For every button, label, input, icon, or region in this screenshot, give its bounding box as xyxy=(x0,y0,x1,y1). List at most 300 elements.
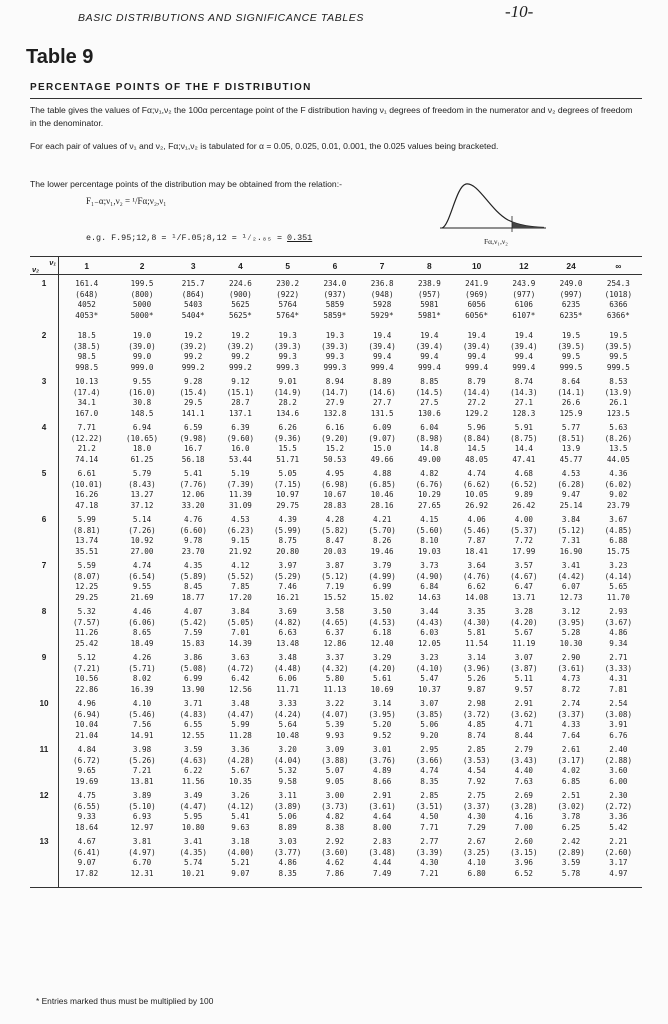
cell-value: 4.53 xyxy=(231,515,250,524)
table-cell xyxy=(595,607,642,653)
column-header: 3 xyxy=(170,257,217,275)
cell-value: 8.72 xyxy=(561,684,581,694)
cell-value: 6106 xyxy=(514,300,533,310)
table-cell xyxy=(359,607,406,653)
table-cell xyxy=(114,699,169,745)
table-cell xyxy=(217,275,264,332)
cell-value: 6.06 xyxy=(278,674,297,684)
table-cell xyxy=(595,275,642,332)
cell-value: 999.4 xyxy=(512,362,536,372)
cell-value: 5764 xyxy=(278,300,297,310)
cell-value: 3.50 xyxy=(372,607,392,616)
table-cell xyxy=(59,331,115,377)
cell-value: 8.94 xyxy=(325,377,345,386)
cell-value: 4.89 xyxy=(372,766,392,776)
cell-value: 4.40 xyxy=(514,766,533,776)
cell-value: (5.08) xyxy=(179,663,207,673)
cell-value: 11.26 xyxy=(75,628,99,638)
cell-value: 243.9 xyxy=(512,279,536,288)
table-cell xyxy=(595,699,642,745)
row-header: 4 xyxy=(30,423,59,469)
cell-value: 18.5 xyxy=(77,331,96,340)
cell-value: 2.21 xyxy=(609,837,628,846)
cell-value: 9.55 xyxy=(132,377,152,386)
cell-value: 23.79 xyxy=(606,500,630,510)
table-cell xyxy=(453,275,500,332)
table-cell xyxy=(170,377,217,423)
corner-cell xyxy=(30,257,59,275)
cell-value: 74.14 xyxy=(75,454,99,464)
cell-value: 3.17 xyxy=(609,858,628,868)
cell-value: (8.07) xyxy=(73,571,101,581)
cell-value: 5.12 xyxy=(77,653,96,662)
cell-value: (6.94) xyxy=(73,709,101,719)
table-cell xyxy=(547,653,594,699)
cell-value: 4.21 xyxy=(372,515,392,524)
cell-value: 254.3 xyxy=(606,279,630,288)
cell-value: 9.63 xyxy=(231,822,250,832)
table-row xyxy=(30,423,642,469)
cell-value: 5929* xyxy=(370,310,394,320)
cell-value: 6056* xyxy=(465,310,489,320)
table-row xyxy=(30,331,642,377)
cell-value: 33.20 xyxy=(181,500,205,510)
cell-value: (5.37) xyxy=(510,525,538,535)
page-number: -10- xyxy=(505,2,534,21)
table-cell xyxy=(453,331,500,377)
table-cell xyxy=(264,377,311,423)
cell-value: (5.26) xyxy=(128,755,156,765)
cell-value: 9.07 xyxy=(77,858,96,868)
cell-value: 2.51 xyxy=(561,791,581,800)
row-header: 12 xyxy=(30,791,59,837)
cell-value: (9.36) xyxy=(273,433,302,443)
cell-value: 5.80 xyxy=(325,674,345,684)
table-row xyxy=(30,275,642,332)
cell-value: 4.88 xyxy=(372,469,392,478)
cell-value: 10.04 xyxy=(75,720,99,730)
table-cell xyxy=(170,791,217,837)
cell-value: 12.55 xyxy=(181,730,205,740)
cell-value: (3.61) xyxy=(368,801,396,811)
cell-value: 61.25 xyxy=(130,454,154,464)
cell-value: 7.63 xyxy=(514,776,533,786)
table-cell xyxy=(264,275,311,332)
cell-value: 125.9 xyxy=(559,408,583,418)
cell-value: 8.66 xyxy=(372,776,392,786)
cell-value: 3.23 xyxy=(609,561,628,570)
cell-value: 14.5 xyxy=(467,444,486,454)
cell-value: 10.67 xyxy=(323,490,347,500)
cell-value: 49.00 xyxy=(417,454,441,464)
table-cell xyxy=(217,653,264,699)
cell-value: 4.82 xyxy=(325,812,345,822)
cell-value: (3.88) xyxy=(321,755,349,765)
cell-value: 13.74 xyxy=(75,536,99,546)
cell-value: (4.53) xyxy=(368,617,396,627)
cell-value: 8.47 xyxy=(325,536,345,546)
table-cell xyxy=(170,653,217,699)
cell-value: (3.62) xyxy=(510,709,538,719)
cell-value: 5981* xyxy=(417,310,441,320)
cell-value: (8.75) xyxy=(510,433,538,443)
cell-value: 6.18 xyxy=(372,628,392,638)
cell-value: (9.20) xyxy=(321,433,349,443)
cell-value: 7.31 xyxy=(561,536,581,546)
cell-value: 8.45 xyxy=(184,582,203,592)
cell-value: 9.02 xyxy=(609,490,628,500)
cell-value: 4.62 xyxy=(325,858,345,868)
cell-value: (4.04) xyxy=(273,755,302,765)
table-cell xyxy=(59,699,115,745)
table-cell xyxy=(59,745,115,791)
cell-value: 999.4 xyxy=(417,362,441,372)
cell-value: 4.97 xyxy=(609,868,628,878)
cell-value: 10.56 xyxy=(75,674,99,684)
cell-value: (977) xyxy=(512,289,536,299)
cell-value: (6.55) xyxy=(73,801,101,811)
cell-value: 27.5 xyxy=(420,398,439,408)
cell-value: 8.00 xyxy=(372,822,392,832)
cell-value: (4.43) xyxy=(415,617,444,627)
cell-value: 17.20 xyxy=(229,592,252,602)
cell-value: (6.41) xyxy=(73,847,101,857)
cell-value: (4.35) xyxy=(179,847,207,857)
column-header: 4 xyxy=(217,257,264,275)
cell-value: 6.85 xyxy=(561,776,581,786)
cell-value: 7.46 xyxy=(278,582,297,592)
cell-value: (957) xyxy=(417,289,441,299)
cell-value: (9.07) xyxy=(368,433,396,443)
cell-value: 3.14 xyxy=(372,699,392,708)
table-cell xyxy=(264,837,311,888)
cell-value: 6.80 xyxy=(467,868,486,878)
table-row xyxy=(30,837,642,888)
cell-value: 3.37 xyxy=(325,653,345,662)
cell-value: (39.0) xyxy=(128,341,156,351)
cell-value: (14.1) xyxy=(557,387,585,397)
cell-value: 5981 xyxy=(420,300,439,310)
table-cell xyxy=(359,699,406,745)
cell-value: 8.64 xyxy=(561,377,581,386)
cell-value: 3.87 xyxy=(325,561,345,570)
cell-value: 2.92 xyxy=(325,837,345,846)
cell-value: 8.44 xyxy=(514,730,533,740)
cell-value: 3.14 xyxy=(467,653,486,662)
table-cell xyxy=(595,469,642,515)
cell-value: 4.44 xyxy=(372,858,392,868)
cell-value: (3.72) xyxy=(462,709,491,719)
cell-value: 15.5 xyxy=(278,444,297,454)
table-cell xyxy=(595,653,642,699)
cell-value: 2.42 xyxy=(561,837,581,846)
cell-value: 11.56 xyxy=(181,776,205,786)
cell-value: 6.39 xyxy=(231,423,250,432)
column-header: 24 xyxy=(547,257,594,275)
cell-value: 4.39 xyxy=(278,515,297,524)
row-header: 7 xyxy=(30,561,59,607)
cell-value: 3.57 xyxy=(514,561,533,570)
table-cell xyxy=(59,469,115,515)
cell-value: (3.37) xyxy=(462,801,491,811)
cell-value: (6.85) xyxy=(368,479,396,489)
cell-value: 11.54 xyxy=(465,638,489,648)
column-header: 6 xyxy=(311,257,358,275)
cell-value: 99.3 xyxy=(278,352,297,362)
cell-value: 132.8 xyxy=(323,408,347,418)
cell-value: 28.16 xyxy=(370,500,394,510)
cell-value: 3.41 xyxy=(561,561,581,570)
table-cell xyxy=(406,423,453,469)
cell-value: 6.09 xyxy=(372,423,392,432)
cell-value: 13.5 xyxy=(609,444,628,454)
cell-value: (4.12) xyxy=(226,801,255,811)
cell-value: 26.6 xyxy=(561,398,581,408)
cell-value: (7.26) xyxy=(128,525,156,535)
cell-value: 4.15 xyxy=(420,515,439,524)
cell-value: 998.5 xyxy=(75,362,99,372)
cell-value: 29.5 xyxy=(184,398,203,408)
cell-value: (39.5) xyxy=(557,341,585,351)
cell-value: 18.41 xyxy=(465,546,489,556)
cell-value: 3.03 xyxy=(278,837,297,846)
cell-value: 11.39 xyxy=(229,490,252,500)
cell-value: 129.2 xyxy=(465,408,489,418)
table-cell xyxy=(547,469,594,515)
cell-value: 6.63 xyxy=(278,628,297,638)
cell-value: 16.0 xyxy=(231,444,250,454)
cell-value: 6.62 xyxy=(467,582,486,592)
cell-value: 4.26 xyxy=(132,653,152,662)
cell-value: 7.21 xyxy=(132,766,152,776)
cell-value: 8.38 xyxy=(325,822,345,832)
cell-value: (5.99) xyxy=(273,525,302,535)
column-header: ∞ xyxy=(595,257,642,275)
cell-value: 9.07 xyxy=(231,868,250,878)
cell-value: (8.43) xyxy=(128,479,156,489)
footnote: * Entries marked thus must be multiplied by 100 xyxy=(36,996,214,1006)
table-cell xyxy=(453,607,500,653)
row-header: 1 xyxy=(30,275,59,332)
cell-value: 10.80 xyxy=(181,822,205,832)
cell-value: 5.41 xyxy=(231,812,250,822)
cell-value: (14.7) xyxy=(321,387,349,397)
table-cell xyxy=(311,469,358,515)
table-cell xyxy=(500,377,547,423)
cell-value: (39.3) xyxy=(273,341,302,351)
cell-value: 23.70 xyxy=(181,546,205,556)
cell-value: 10.46 xyxy=(370,490,394,500)
cell-value: (3.60) xyxy=(321,847,349,857)
table-cell xyxy=(170,561,217,607)
cell-value: (3.43) xyxy=(510,755,538,765)
cell-value: (3.15) xyxy=(510,847,538,857)
table-cell xyxy=(217,745,264,791)
table-cell xyxy=(500,699,547,745)
example-prefix: e.g. F.95;12,8 = ¹/F.05;8,12 = ¹⁄₂.₈₅ = xyxy=(86,233,288,243)
cell-value: 50.53 xyxy=(323,454,347,464)
table-cell xyxy=(453,423,500,469)
cell-value: 3.41 xyxy=(184,837,203,846)
cell-value: (4.83) xyxy=(179,709,207,719)
cell-value: 4.07 xyxy=(184,607,203,616)
relation-formula: F₁₋α;ν₁,ν₂ = ¹/Fα;ν₂,ν₁ xyxy=(86,196,167,206)
cell-value: 9.01 xyxy=(278,377,297,386)
cell-value: (948) xyxy=(370,289,394,299)
cell-value: 4.67 xyxy=(77,837,96,846)
cell-value: 5.05 xyxy=(278,469,297,478)
cell-value: 6.94 xyxy=(132,423,152,432)
cell-value: (4.10) xyxy=(415,663,444,673)
cell-value: 18.0 xyxy=(132,444,152,454)
cell-value: 234.0 xyxy=(323,279,347,288)
cell-value: (7.57) xyxy=(73,617,101,627)
cell-value: 34.1 xyxy=(77,398,96,408)
cell-value: (39.2) xyxy=(226,341,255,351)
cell-value: 17.82 xyxy=(75,868,99,878)
cell-value: 5.39 xyxy=(325,720,345,730)
cell-value: 47.18 xyxy=(75,500,99,510)
table-cell xyxy=(595,791,642,837)
cell-value: 4.76 xyxy=(184,515,203,524)
cell-value: 9.47 xyxy=(561,490,581,500)
f-distribution-curve-icon xyxy=(438,176,548,234)
cell-value: 9.87 xyxy=(467,684,486,694)
cell-value: (8.84) xyxy=(462,433,491,443)
cell-value: 99.4 xyxy=(372,352,392,362)
cell-value: 3.22 xyxy=(325,699,345,708)
table-cell xyxy=(547,607,594,653)
cell-value: 999.5 xyxy=(559,362,583,372)
cell-value: (3.25) xyxy=(462,847,491,857)
cell-value: 9.33 xyxy=(77,812,96,822)
table-cell xyxy=(264,607,311,653)
table-cell xyxy=(264,561,311,607)
row-header: 3 xyxy=(30,377,59,423)
cell-value: 241.9 xyxy=(465,279,489,288)
cell-value: (5.12) xyxy=(321,571,349,581)
cell-value: 5859 xyxy=(325,300,345,310)
cell-value: (4.72) xyxy=(226,663,255,673)
table-cell xyxy=(453,653,500,699)
cell-value: 4.86 xyxy=(609,628,628,638)
table-cell xyxy=(114,469,169,515)
cell-value: (12.22) xyxy=(70,433,103,443)
cell-value: 5000* xyxy=(130,310,154,320)
cell-value: 99.3 xyxy=(325,352,345,362)
cell-value: 999.0 xyxy=(130,362,154,372)
table-cell xyxy=(59,515,115,561)
table-cell xyxy=(500,791,547,837)
cell-value: (4.85) xyxy=(604,525,633,535)
cell-value: 15.2 xyxy=(325,444,345,454)
cell-value: 5.96 xyxy=(467,423,486,432)
cell-value: 49.66 xyxy=(370,454,394,464)
table-cell xyxy=(547,423,594,469)
table-cell xyxy=(114,377,169,423)
cell-value: 131.5 xyxy=(370,408,394,418)
row-header: 2 xyxy=(30,331,59,377)
cell-value: 4.00 xyxy=(514,515,533,524)
cell-value: 5.81 xyxy=(467,628,486,638)
table-row xyxy=(30,745,642,791)
cell-value: 11.28 xyxy=(229,730,252,740)
corner-v2-label: ν₂ xyxy=(32,265,40,274)
cell-value: 8.65 xyxy=(132,628,152,638)
cell-value: 48.05 xyxy=(465,454,489,464)
table-cell xyxy=(217,331,264,377)
table-cell xyxy=(359,377,406,423)
cell-value: 10.05 xyxy=(465,490,489,500)
cell-value: 7.71 xyxy=(77,423,96,432)
cell-value: 11.19 xyxy=(512,638,536,648)
table-cell xyxy=(453,515,500,561)
cell-value: (39.4) xyxy=(368,341,396,351)
intro-paragraph-3: The lower percentage points of the distribution may be obtained from the relation:- xyxy=(30,179,342,189)
cell-value: (3.28) xyxy=(510,801,538,811)
cell-value: 7.85 xyxy=(231,582,250,592)
cell-value: 3.79 xyxy=(372,561,392,570)
cell-value: 99.4 xyxy=(467,352,486,362)
table-cell xyxy=(170,423,217,469)
cell-value: 6.42 xyxy=(231,674,250,684)
table-cell xyxy=(264,469,311,515)
table-cell xyxy=(595,745,642,791)
cell-value: 6.26 xyxy=(278,423,297,432)
cell-value: 9.55 xyxy=(132,582,152,592)
cell-value: (4.30) xyxy=(462,617,491,627)
cell-value: 37.12 xyxy=(130,500,154,510)
cell-value: 3.86 xyxy=(184,653,203,662)
cell-value: 2.79 xyxy=(514,745,533,754)
table-cell xyxy=(595,377,642,423)
cell-value: 21.69 xyxy=(130,592,154,602)
cell-value: 3.64 xyxy=(467,561,486,570)
cell-value: 3.20 xyxy=(278,745,297,754)
cell-value: 11.70 xyxy=(606,592,630,602)
cell-value: 3.07 xyxy=(514,653,533,662)
table-cell xyxy=(595,423,642,469)
cell-value: 3.23 xyxy=(420,653,439,662)
cell-value: 7.56 xyxy=(132,720,152,730)
cell-value: (5.89) xyxy=(179,571,207,581)
cell-value: 14.8 xyxy=(420,444,439,454)
cell-value: 999.3 xyxy=(323,362,347,372)
cell-value: 999.4 xyxy=(370,362,394,372)
cell-value: 6.55 xyxy=(184,720,203,730)
cell-value: 4.71 xyxy=(514,720,533,730)
cell-value: 3.36 xyxy=(609,812,628,822)
table-cell xyxy=(500,837,547,888)
cell-value: 8.74 xyxy=(514,377,533,386)
table-body xyxy=(30,275,642,888)
cell-value: (14.6) xyxy=(368,387,396,397)
cell-value: 4.54 xyxy=(467,766,486,776)
table-cell xyxy=(114,423,169,469)
cell-value: 137.1 xyxy=(229,408,252,418)
cell-value: (969) xyxy=(465,289,489,299)
cell-value: 236.8 xyxy=(370,279,394,288)
cell-value: 6.70 xyxy=(132,858,152,868)
cell-value: 53.44 xyxy=(229,454,252,464)
cell-value: 25.14 xyxy=(559,500,583,510)
cell-value: 2.90 xyxy=(561,653,581,662)
table-cell xyxy=(547,745,594,791)
cell-value: (3.37) xyxy=(557,709,585,719)
cell-value: 2.85 xyxy=(420,791,439,800)
cell-value: 4.31 xyxy=(609,674,628,684)
cell-value: (4.20) xyxy=(510,617,538,627)
